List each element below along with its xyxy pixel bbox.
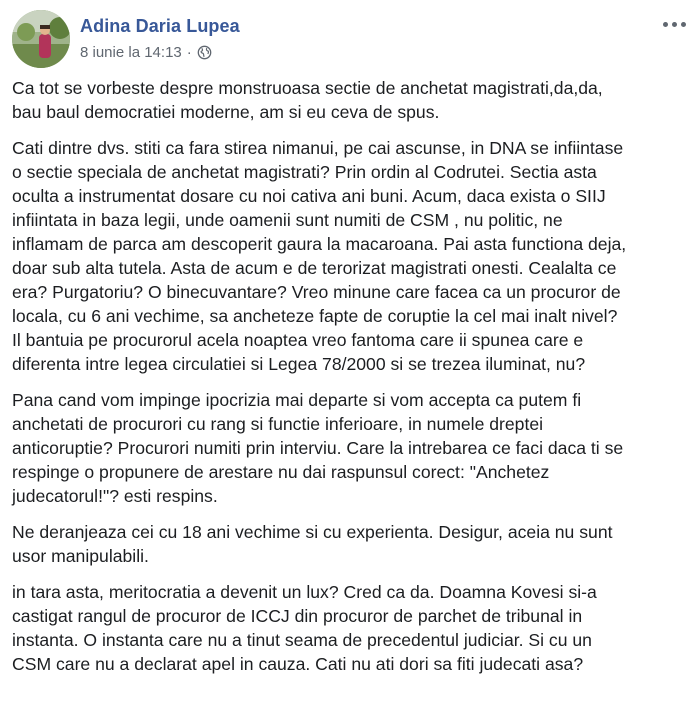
post-header — [12, 10, 688, 70]
avatar[interactable] — [12, 10, 70, 68]
post-meta — [80, 44, 213, 61]
post-paragraph: Cati dintre dvs. stiti ca fara stirea nimanui, pe cai ascunse, in DNA se infiintase o sectie speciala de anchetat magistrati? Prin ordin al Codrutei. Sectia asta oculta a instrumentat dosare cu noi cativa ani buni. Acum, daca exista o SIIJ infiintata in baza legii, unde oamenii sunt numiti de CSM , nu politic, ne inflamam de parca am descoperit gaura la macaroana. Pai asta functiona deja, doar sub alta tutela. Asta de acum e de terorizat magistrati onesti. Cealalta ce era? Purgatoriu? O binecuvantare? Vreo minune care facea ca un procuror de locala, cu 6 ani vechime, sa ancheteze fapte de coruptie la cel mai inalt nivel? Il bantuia pe procurorul acela noaptea vreo fantoma care ii spunea care e diferenta intre legea circulatiei si Legea 78/2000 si se trezea iluminat, nu? — [12, 138, 627, 374]
more-options-icon[interactable] — [660, 16, 688, 32]
post-paragraph: Pana cand vom impinge ipocrizia mai departe si vom accepta ca putem fi anchetati de procurori cu rang si functie inferioare, in numele dreptei anticoruptie? Procurori numiti prin interviu. Care la intrebarea ce faci daca ti se respinge o propunere de arestare nu dai raspunsul corect: "Anchetez judecatorul!"? esti respins. — [12, 390, 624, 506]
post-timestamp[interactable]: 8 iunie la 14:13 — [80, 44, 182, 61]
post-body — [12, 76, 692, 688]
globe-icon[interactable] — [197, 45, 213, 61]
post-paragraph: in tara asta, meritocratia a devenit un lux? Cred ca da. Doamna Kovesi si-a castigat rangul de procuror de ICCJ din procuror de parchet de tribunal in instanta. O instanta care nu a tinut seama de precedentul judiciar. Si cu un CSM care nu a declarat apel in cauza. Cati nu ati dori sa fiti judecati asa? — [12, 582, 597, 674]
more-dot — [681, 22, 686, 27]
post-paragraph: Ca tot se vorbeste despre monstruoasa sectie de anchetat magistrati,da,da, bau baul democratiei moderne, am si eu ceva de spus. — [12, 78, 603, 122]
author-name[interactable]: Adina Daria Lupea — [80, 16, 240, 36]
more-dot — [672, 22, 677, 27]
post-paragraph: Ne deranjeaza cei cu 18 ani vechime si cu experienta. Desigur, aceia nu sunt usor manipulabili. — [12, 522, 613, 566]
avatar-photo — [12, 10, 70, 68]
meta-separator: · — [186, 44, 192, 61]
more-dot — [663, 22, 668, 27]
